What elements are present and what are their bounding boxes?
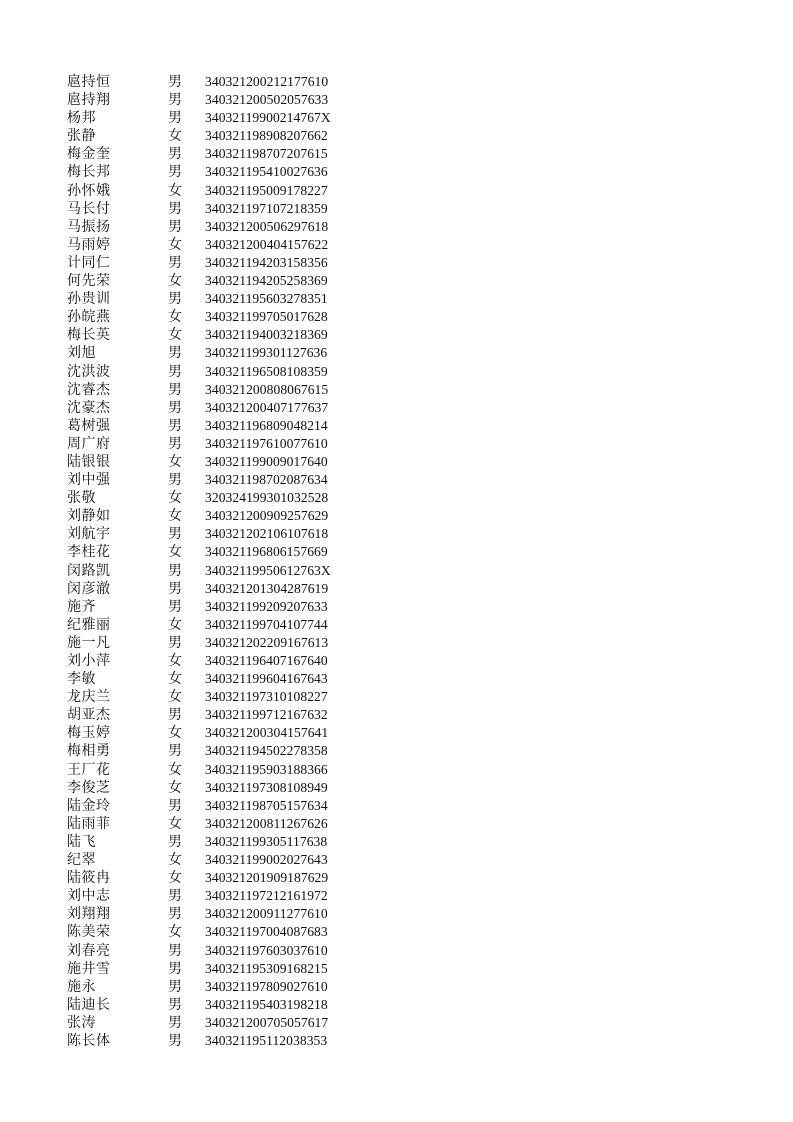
id-number: 340321199301127636 bbox=[205, 345, 328, 361]
person-name: 孙贵训 bbox=[67, 291, 111, 308]
person-sex: 男 bbox=[168, 996, 182, 1013]
record-row bbox=[67, 742, 367, 760]
person-sex: 男 bbox=[168, 74, 182, 90]
person-sex: 男 bbox=[168, 942, 182, 959]
person-name: 梅长邦 bbox=[67, 164, 111, 181]
record-row bbox=[67, 688, 367, 706]
person-sex: 男 bbox=[168, 164, 182, 181]
id-number: 340321198705157634 bbox=[205, 797, 328, 813]
record-row bbox=[67, 942, 367, 960]
person-sex: 男 bbox=[168, 833, 182, 850]
person-name: 沈睿杰 bbox=[67, 381, 111, 398]
id-number: 340321195410027636 bbox=[205, 164, 328, 180]
person-name: 闵路凯 bbox=[67, 562, 111, 579]
person-sex: 男 bbox=[168, 200, 182, 217]
id-number: 340321200911277610 bbox=[205, 906, 328, 922]
person-name: 葛树强 bbox=[67, 417, 111, 434]
person-name: 刘航宇 bbox=[67, 526, 111, 543]
record-row bbox=[67, 706, 367, 724]
id-number: 340321195903188366 bbox=[205, 761, 328, 777]
id-number: 340321195603278351 bbox=[205, 291, 328, 307]
record-row bbox=[67, 471, 367, 489]
person-name: 施一凡 bbox=[67, 634, 111, 651]
id-number: 340321195009178227 bbox=[205, 182, 328, 198]
record-row bbox=[67, 670, 367, 688]
id-number: 340321196809048214 bbox=[205, 417, 328, 433]
id-number: 340321199705017628 bbox=[205, 309, 328, 325]
id-number: 340321197610077610 bbox=[205, 435, 328, 451]
person-sex: 男 bbox=[168, 634, 182, 651]
person-name: 梅相勇 bbox=[67, 743, 111, 760]
person-sex: 女 bbox=[168, 453, 182, 470]
person-sex: 男 bbox=[168, 1032, 182, 1049]
id-number: 340321201304287619 bbox=[205, 580, 329, 596]
person-sex: 男 bbox=[168, 435, 182, 452]
id-number: 340321197308108949 bbox=[205, 779, 328, 795]
id-number: 340321197310108227 bbox=[205, 689, 328, 705]
record-row bbox=[67, 833, 367, 851]
id-number: 340321199704107744 bbox=[205, 616, 328, 632]
record-row bbox=[67, 399, 367, 417]
record-row bbox=[67, 272, 367, 290]
id-number: 340321200705057617 bbox=[205, 1014, 329, 1030]
person-name: 孙怀娥 bbox=[67, 182, 111, 199]
id-number: 340321196806157669 bbox=[205, 544, 328, 560]
id-number: 340321200502057633 bbox=[205, 92, 329, 108]
person-sex: 女 bbox=[168, 490, 182, 507]
person-name: 李敏 bbox=[67, 671, 96, 688]
person-sex: 女 bbox=[168, 236, 182, 253]
record-row bbox=[67, 91, 367, 109]
record-row bbox=[67, 308, 367, 326]
person-name: 周广府 bbox=[67, 435, 111, 452]
person-sex: 女 bbox=[168, 182, 182, 199]
record-row bbox=[67, 127, 367, 145]
person-name: 刘春亮 bbox=[67, 942, 111, 959]
person-sex: 男 bbox=[168, 472, 182, 489]
person-sex: 女 bbox=[168, 689, 182, 706]
record-row bbox=[67, 163, 367, 181]
record-row bbox=[67, 652, 367, 670]
person-name: 陆银银 bbox=[67, 453, 111, 470]
person-name: 计同仁 bbox=[67, 254, 111, 271]
person-name: 施井雪 bbox=[67, 960, 111, 977]
id-number: 340321197212161972 bbox=[205, 888, 328, 904]
record-row bbox=[67, 616, 367, 634]
record-row bbox=[67, 724, 367, 742]
person-sex: 女 bbox=[168, 852, 182, 869]
record-row bbox=[67, 761, 367, 779]
id-number: 340321195112038353 bbox=[205, 1032, 328, 1048]
id-number: 340321199712167632 bbox=[205, 707, 328, 723]
person-name: 闵彦澈 bbox=[67, 580, 111, 597]
record-row bbox=[67, 73, 367, 91]
person-name: 陆飞 bbox=[67, 833, 96, 850]
person-sex: 男 bbox=[168, 906, 182, 923]
record-row bbox=[67, 218, 367, 236]
person-name: 刘静如 bbox=[67, 508, 111, 525]
person-name: 陈长体 bbox=[67, 1032, 111, 1049]
id-number: 340321202209167613 bbox=[205, 634, 329, 650]
record-row bbox=[67, 905, 367, 923]
record-row bbox=[67, 598, 367, 616]
record-row bbox=[67, 236, 367, 254]
record-row bbox=[67, 344, 367, 362]
person-sex: 男 bbox=[168, 960, 182, 977]
id-number: 340321200811267626 bbox=[205, 815, 328, 831]
person-sex: 男 bbox=[168, 888, 182, 905]
id-number: 340321199009017640 bbox=[205, 453, 328, 469]
id-number: 340321194205258369 bbox=[205, 273, 328, 289]
id-number: 340321196407167640 bbox=[205, 653, 328, 668]
record-row bbox=[67, 851, 367, 869]
record-row bbox=[67, 1032, 367, 1050]
person-sex: 男 bbox=[168, 399, 182, 416]
record-row bbox=[67, 815, 367, 833]
id-number: 340321198707207615 bbox=[205, 146, 328, 162]
person-name: 李俊芝 bbox=[67, 779, 111, 796]
id-number: 340321194203158356 bbox=[205, 254, 328, 270]
record-row bbox=[67, 562, 367, 580]
record-row bbox=[67, 887, 367, 905]
record-row bbox=[67, 978, 367, 996]
record-row bbox=[67, 543, 367, 561]
person-name: 施永 bbox=[67, 978, 96, 995]
record-row bbox=[67, 109, 367, 127]
person-name: 张涛 bbox=[67, 1014, 96, 1031]
person-sex: 男 bbox=[168, 598, 182, 615]
person-name: 李桂花 bbox=[67, 544, 111, 561]
record-row bbox=[67, 381, 367, 399]
record-row bbox=[67, 417, 367, 435]
id-number: 340321200506297618 bbox=[205, 218, 329, 234]
record-row bbox=[67, 145, 367, 163]
person-sex: 男 bbox=[168, 526, 182, 543]
person-sex: 男 bbox=[168, 580, 182, 597]
person-sex: 女 bbox=[168, 508, 182, 525]
person-sex: 男 bbox=[168, 146, 182, 163]
person-name: 扈持恒 bbox=[67, 74, 111, 90]
person-sex: 女 bbox=[168, 128, 182, 145]
person-sex: 女 bbox=[168, 653, 182, 669]
id-number: 340321200304157641 bbox=[205, 725, 329, 741]
person-name: 刘小萍 bbox=[67, 653, 111, 669]
person-name: 龙庆兰 bbox=[67, 689, 111, 706]
person-sex: 女 bbox=[168, 725, 182, 742]
person-name: 陈美荣 bbox=[67, 924, 111, 941]
person-name: 孙皖燕 bbox=[67, 309, 111, 326]
person-name: 杨邦 bbox=[67, 110, 96, 127]
id-number: 340321197603037610 bbox=[205, 942, 328, 958]
id-number: 340321194003218369 bbox=[205, 327, 328, 343]
person-sex: 男 bbox=[168, 363, 182, 380]
record-row bbox=[67, 960, 367, 978]
person-sex: 男 bbox=[168, 978, 182, 995]
record-row bbox=[67, 634, 367, 652]
person-sex: 男 bbox=[168, 254, 182, 271]
person-name: 张静 bbox=[67, 128, 96, 145]
id-number: 34032119900214767X bbox=[205, 110, 331, 126]
person-sex: 男 bbox=[168, 345, 182, 362]
person-sex: 女 bbox=[168, 671, 182, 688]
person-name: 马雨婷 bbox=[67, 236, 111, 253]
person-sex: 男 bbox=[168, 381, 182, 398]
person-name: 纪雅丽 bbox=[67, 616, 111, 633]
id-number: 340321201909187629 bbox=[205, 870, 329, 886]
record-row bbox=[67, 1014, 367, 1032]
id-number: 340321199604167643 bbox=[205, 671, 328, 687]
record-row bbox=[67, 996, 367, 1014]
person-sex: 女 bbox=[168, 616, 182, 633]
id-number: 340321198908207662 bbox=[205, 128, 328, 144]
person-sex: 男 bbox=[168, 110, 182, 127]
person-sex: 男 bbox=[168, 218, 182, 235]
person-sex: 男 bbox=[168, 743, 182, 760]
record-row bbox=[67, 254, 367, 272]
id-number: 34032119950612763X bbox=[205, 562, 331, 578]
id-number: 340321199002027643 bbox=[205, 852, 328, 868]
person-sex: 女 bbox=[168, 779, 182, 796]
record-row bbox=[67, 435, 367, 453]
record-row bbox=[67, 525, 367, 543]
record-row bbox=[67, 290, 367, 308]
record-row bbox=[67, 326, 367, 344]
id-number: 340321200404157622 bbox=[205, 236, 329, 252]
person-name: 陆迪长 bbox=[67, 996, 111, 1013]
record-row bbox=[67, 507, 367, 525]
person-name: 沈洪波 bbox=[67, 363, 111, 380]
id-number: 340321197107218359 bbox=[205, 200, 328, 216]
id-number: 340321200212177610 bbox=[205, 74, 329, 89]
person-name: 陆金玲 bbox=[67, 797, 111, 814]
person-sex: 女 bbox=[168, 544, 182, 561]
person-sex: 女 bbox=[168, 870, 182, 887]
record-row bbox=[67, 797, 367, 815]
record-row bbox=[67, 580, 367, 598]
id-number: 340321200407177637 bbox=[205, 399, 329, 415]
id-number: 340321202106107618 bbox=[205, 526, 329, 542]
record-list bbox=[67, 73, 367, 1050]
id-number: 340321200909257629 bbox=[205, 508, 329, 524]
person-name: 张敬 bbox=[67, 490, 96, 507]
person-name: 扈持翔 bbox=[67, 92, 111, 109]
person-name: 沈豪杰 bbox=[67, 399, 111, 416]
id-number: 340321194502278358 bbox=[205, 743, 328, 759]
person-sex: 女 bbox=[168, 815, 182, 832]
record-row bbox=[67, 200, 367, 218]
person-name: 陆筱冉 bbox=[67, 870, 111, 887]
record-row bbox=[67, 869, 367, 887]
person-name: 马振扬 bbox=[67, 218, 111, 235]
id-number: 320324199301032528 bbox=[205, 490, 329, 506]
id-number: 340321195403198218 bbox=[205, 996, 328, 1012]
person-name: 梅金奎 bbox=[67, 146, 111, 163]
person-sex: 男 bbox=[168, 417, 182, 434]
person-sex: 男 bbox=[168, 707, 182, 724]
id-number: 340321198702087634 bbox=[205, 472, 328, 488]
person-sex: 男 bbox=[168, 562, 182, 579]
person-name: 梅玉婷 bbox=[67, 725, 111, 742]
id-number: 340321195309168215 bbox=[205, 960, 328, 976]
person-sex: 男 bbox=[168, 797, 182, 814]
record-row bbox=[67, 779, 367, 797]
id-number: 340321199305117638 bbox=[205, 833, 328, 849]
person-name: 梅长英 bbox=[67, 327, 111, 344]
person-name: 刘翔翔 bbox=[67, 906, 111, 923]
id-number: 340321197004087683 bbox=[205, 924, 328, 940]
record-row bbox=[67, 363, 367, 381]
person-sex: 女 bbox=[168, 273, 182, 290]
person-name: 刘中强 bbox=[67, 472, 111, 489]
person-name: 陆雨菲 bbox=[67, 815, 111, 832]
id-number: 340321196508108359 bbox=[205, 363, 328, 379]
person-name: 何先荣 bbox=[67, 273, 111, 290]
person-name: 刘中志 bbox=[67, 888, 111, 905]
id-number: 340321199209207633 bbox=[205, 598, 328, 614]
person-name: 刘旭 bbox=[67, 345, 96, 362]
record-row bbox=[67, 182, 367, 200]
record-row bbox=[67, 453, 367, 471]
id-number: 340321197809027610 bbox=[205, 978, 328, 994]
person-sex: 女 bbox=[168, 924, 182, 941]
person-sex: 男 bbox=[168, 1014, 182, 1031]
record-row bbox=[67, 489, 367, 507]
person-sex: 女 bbox=[168, 761, 182, 778]
person-sex: 男 bbox=[168, 92, 182, 109]
person-sex: 女 bbox=[168, 327, 182, 344]
record-row bbox=[67, 923, 367, 941]
person-sex: 女 bbox=[168, 309, 182, 326]
person-sex: 男 bbox=[168, 291, 182, 308]
person-name: 马长付 bbox=[67, 200, 111, 217]
id-number: 340321200808067615 bbox=[205, 381, 329, 397]
person-name: 纪翠 bbox=[67, 852, 96, 869]
person-name: 王厂花 bbox=[67, 761, 111, 778]
person-name: 胡亚杰 bbox=[67, 707, 111, 724]
person-name: 施齐 bbox=[67, 598, 96, 615]
